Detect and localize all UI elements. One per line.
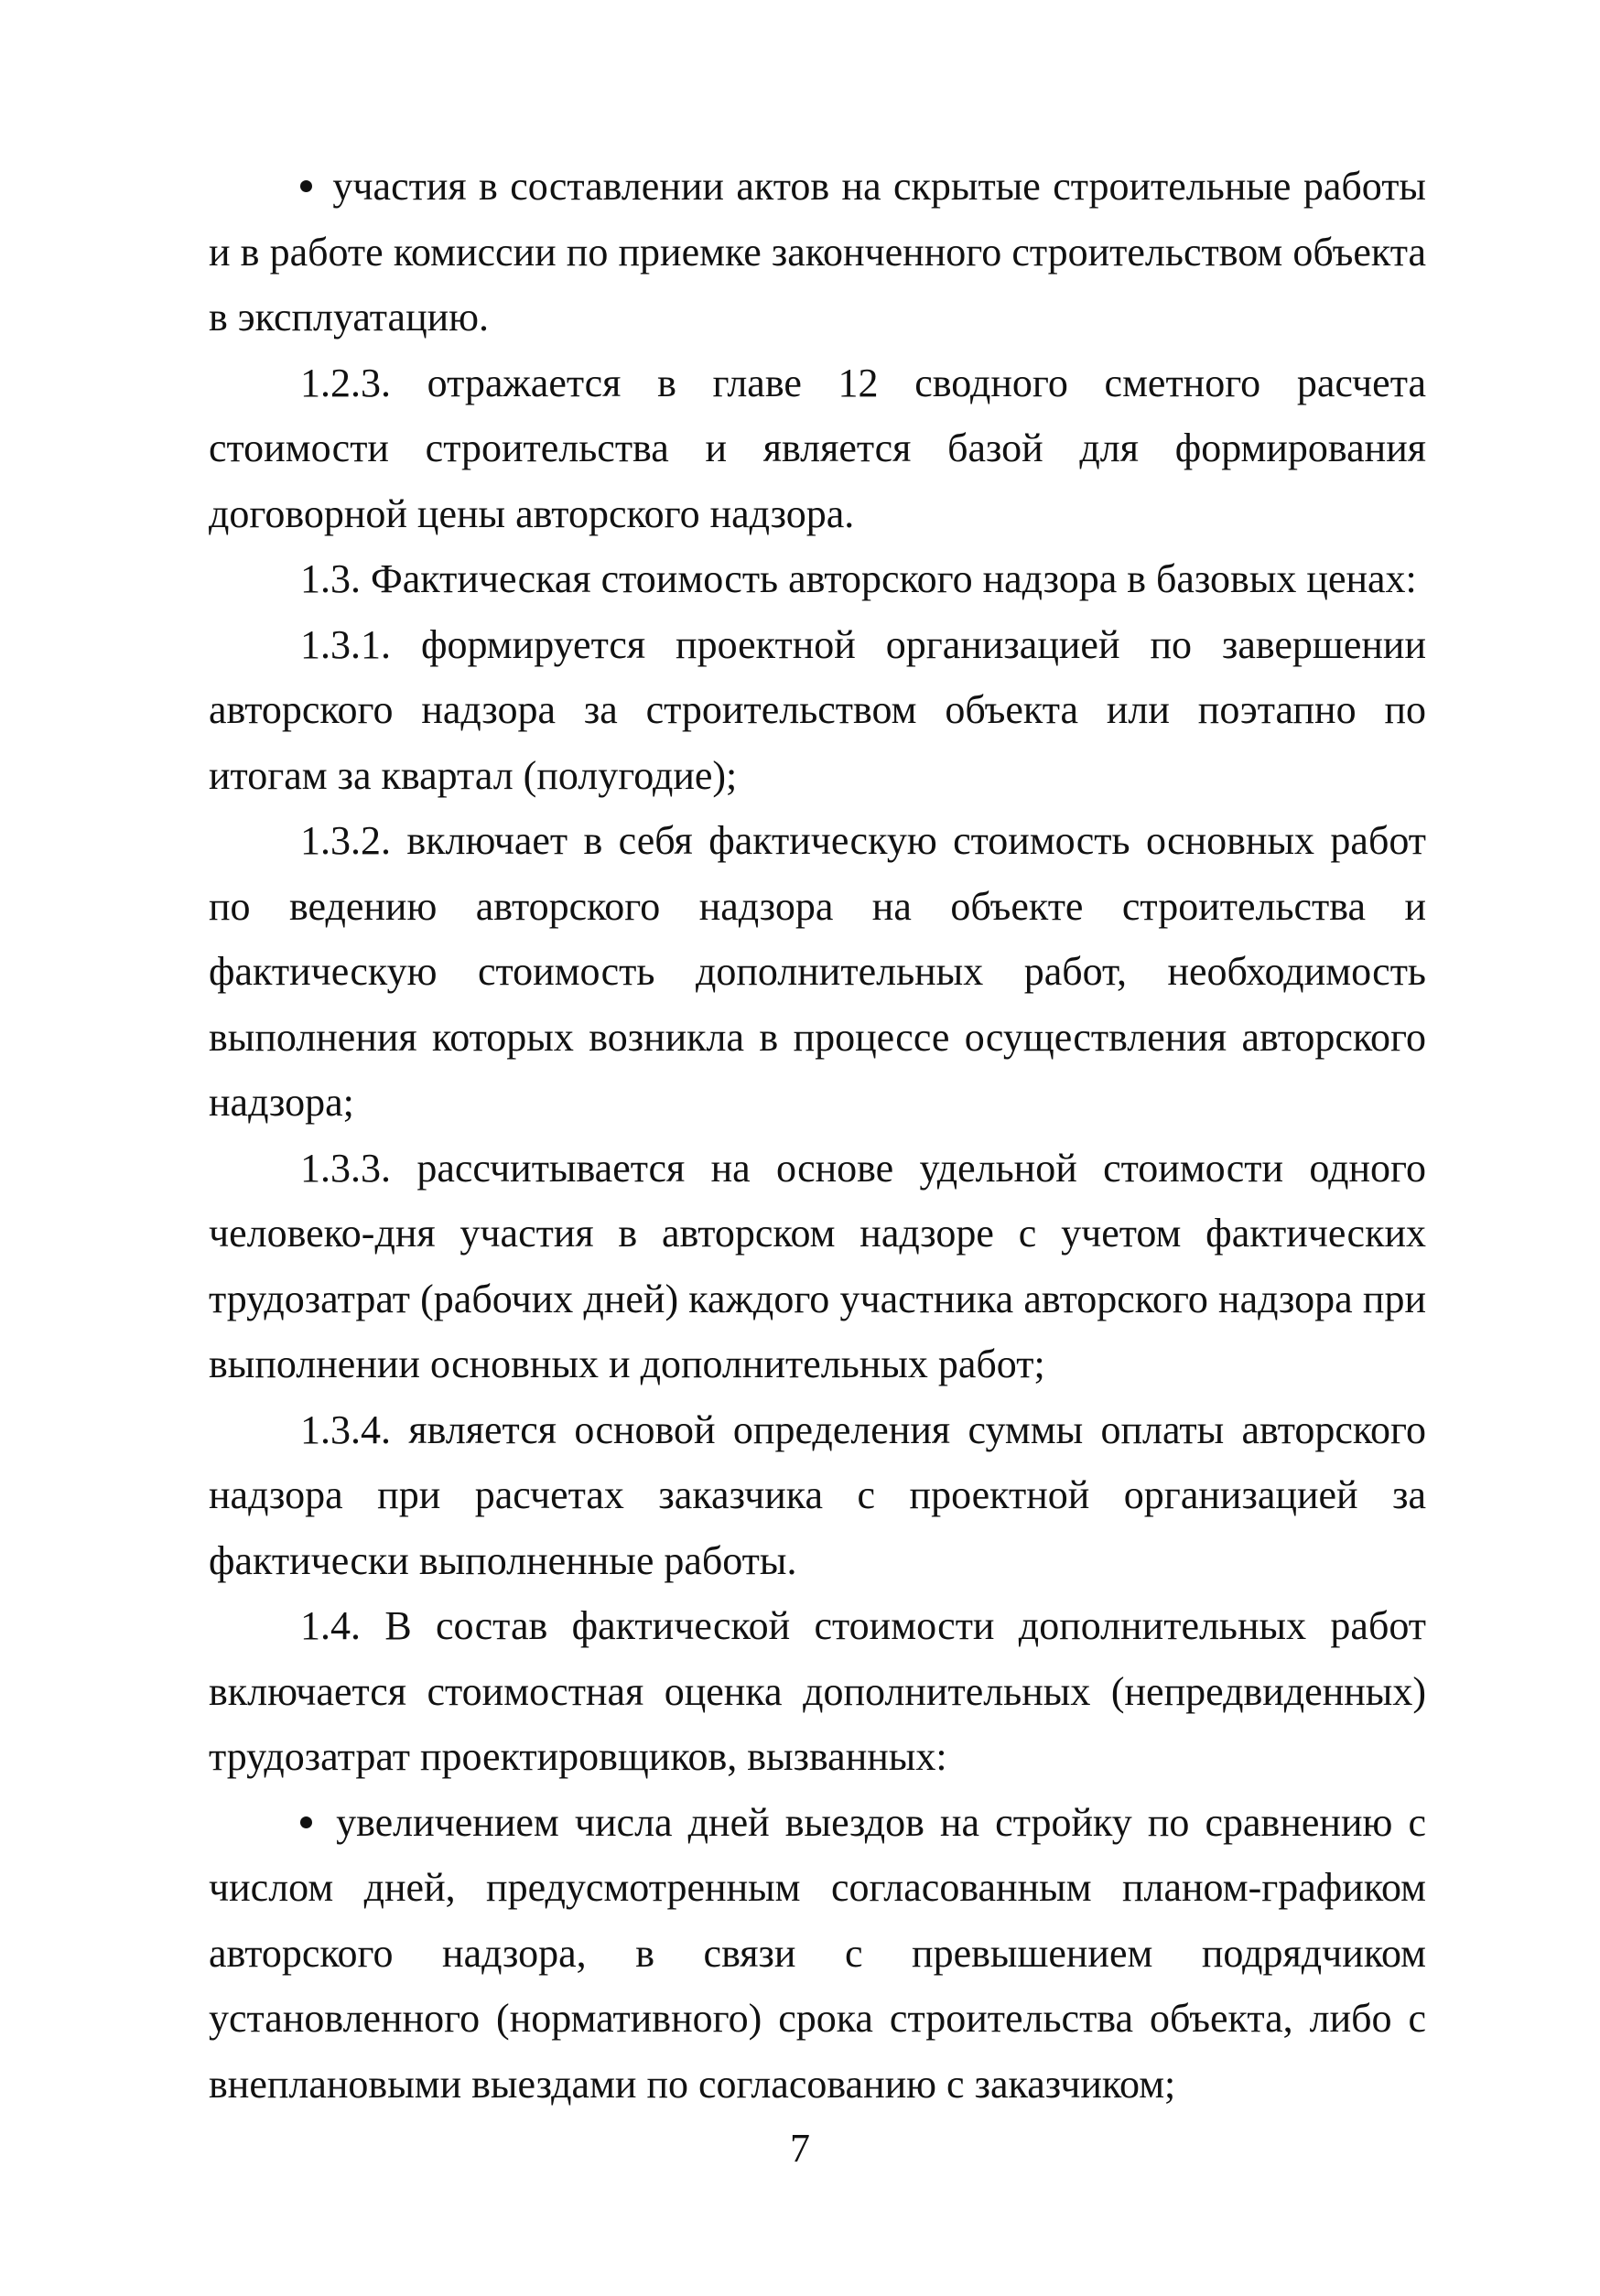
- paragraph-1-4: [209, 1593, 1426, 1790]
- paragraph-text: 1.2.3. отражается в главе 12 сводного сметного расчета стоимости строительства и является базой для формирования договорной цены авторского надзора.: [209, 360, 1426, 536]
- paragraph-text: увеличением числа дней выездов на стройку по сравнению с числом дней, предусмотренным согласованным планом-графиком авторского надзора, в связи с превышением подрядчиком установленного (нормативного) срока строительства объекта, либо с внеплановыми выездами по согласованию с заказчиком;: [209, 1799, 1426, 2107]
- paragraph-1-3: [209, 546, 1426, 612]
- paragraph-1-3-1: [209, 612, 1426, 809]
- paragraph-text: 1.3.2. включает в себя фактическую стоимость основных работ по ведению авторского надзора на объекте строительства и фактическую стоимость дополнительных работ, необходимость выполнения которых возникла в процессе осуществления авторского надзора;: [209, 818, 1426, 1125]
- paragraph-bullet-author-acts: [209, 154, 1426, 350]
- paragraph-text: 1.3. Фактическая стоимость авторского надзора в базовых ценах:: [300, 556, 1417, 601]
- paragraph-text: 1.3.4. является основой определения суммы оплаты авторского надзора при расчетах заказчика с проектной организацией за фактически выполненные работы.: [209, 1407, 1426, 1583]
- paragraph-1-3-2: [209, 808, 1426, 1136]
- paragraph-text: 1.3.1. формируется проектной организацией по завершении авторского надзора за строительством объекта или поэтапно по итогам за квартал (полугодие);: [209, 621, 1426, 798]
- paragraph-bullet-extra-trips: [209, 1790, 1426, 2118]
- page-number: 7: [790, 2126, 810, 2171]
- bullet-icon: [300, 154, 320, 220]
- paragraph-1-3-4: [209, 1397, 1426, 1594]
- bullet-icon: [300, 1790, 320, 1856]
- paragraph-text: участия в составлении актов на скрытые строительные работы и в работе комиссии по приемке законченного строительством объекта в эксплуатацию.: [209, 164, 1426, 340]
- paragraph-text: 1.4. В состав фактической стоимости дополнительных работ включается стоимостная оценка дополнительных (непредвиденных) трудозатрат проектировщиков, вызванных:: [209, 1603, 1426, 1779]
- paragraph-text: 1.3.3. рассчитывается на основе удельной стоимости одного человеко-дня участия в авторском надзоре с учетом фактических трудозатрат (рабочих дней) каждого участника авторского надзора при выполнении основных и дополнительных работ;: [209, 1145, 1426, 1386]
- document-body: [209, 154, 1426, 2117]
- paragraph-1-2-3: [209, 350, 1426, 547]
- paragraph-1-3-3: [209, 1136, 1426, 1397]
